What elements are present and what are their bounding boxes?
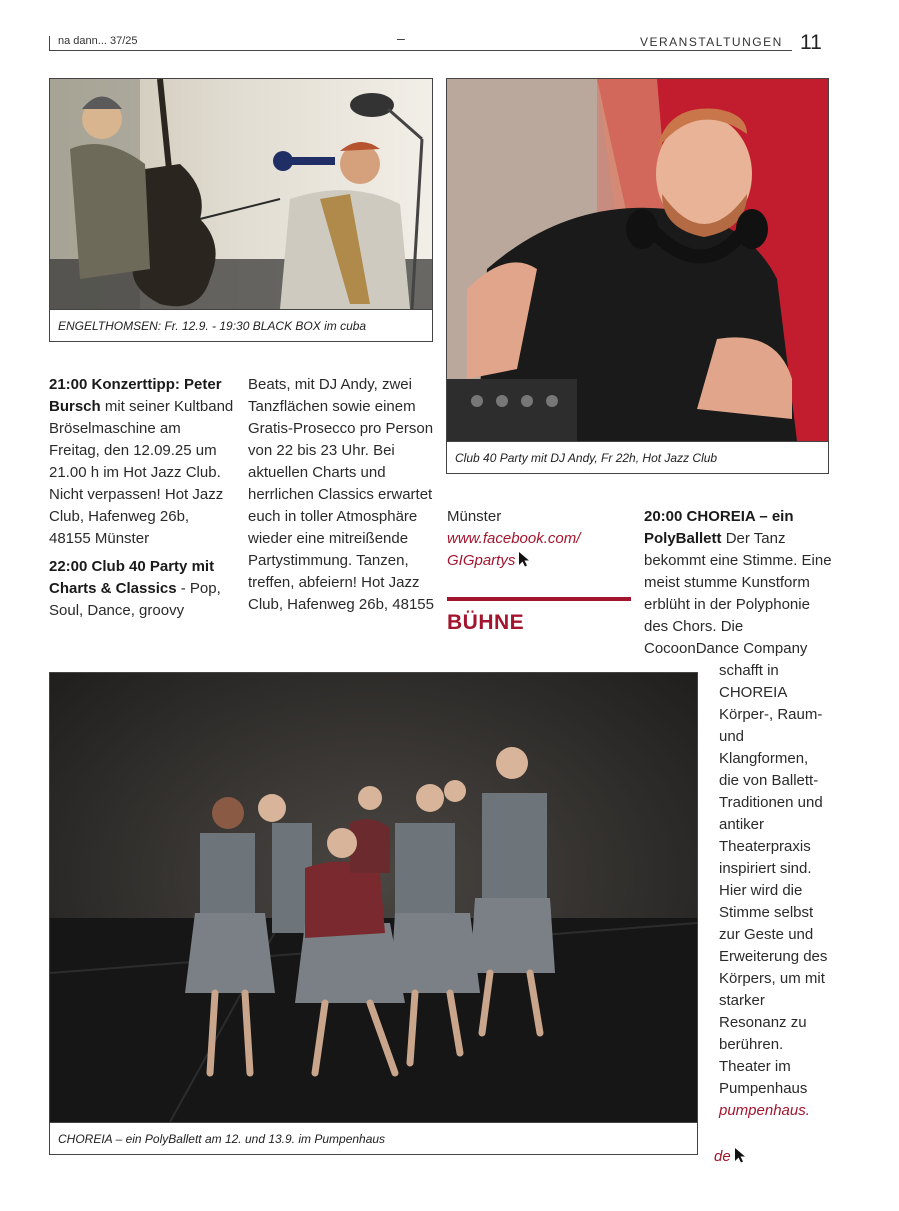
cursor-icon (518, 551, 530, 567)
issue-label: na dann... 37/25 (58, 35, 138, 47)
pumpenhaus-link-end (714, 1146, 774, 1168)
event-konzerttipp (49, 374, 234, 550)
dance-photo (49, 672, 698, 1123)
event-konzerttipp-title: 21:00 Konzerttipp: Peter Bursch (49, 376, 222, 415)
pumpenhaus-link-line2[interactable]: de (714, 1148, 731, 1165)
column-4 (644, 506, 834, 660)
event-choreia-title: 20:00 CHOREIA – ein PolyBallett (644, 508, 794, 547)
header-mark: – (397, 30, 405, 46)
dj-photo-caption: Club 40 Party mit DJ Andy, Fr 22h, Hot Jazz Club (446, 442, 829, 474)
jazz-photo-image (50, 79, 432, 309)
section-label: VERANSTALTUNGEN (640, 35, 783, 49)
header-rule (49, 50, 792, 51)
header-tick (49, 36, 50, 51)
event-club40-title: 22:00 Club 40 Party mit Charts & Classics (49, 558, 215, 597)
facebook-link-line1[interactable]: www.facebook.com/ (447, 530, 581, 547)
jazz-photo (49, 78, 433, 310)
section-heading-buehne: BÜHNE (447, 611, 525, 634)
event-choreia-text-continued: schafft in CHOREIA Körper-, Raum- und Klangformen, die von Ballett-Traditionen und antiker Theaterpraxis inspiriert sind. Hier wird die Stimme selbst zur Geste und Erweiterung des Körpers, um mit starker Resonanz zu berühren. Theater im Pumpenhaus (719, 662, 828, 1097)
city-text: Münster (447, 508, 502, 525)
dj-photo-image (447, 79, 828, 441)
event-choreia (644, 506, 834, 660)
facebook-link-line2[interactable]: GIGpartys (447, 552, 516, 569)
event-club40-text: - Pop, Soul, Dance, groovy (49, 580, 221, 619)
pumpenhaus-link-line1[interactable]: pumpenhaus. (719, 1102, 810, 1119)
event-choreia-text: Der Tanz bekommt eine Stimme. Eine meist stumme Kunstform erblüht in der Polyphonie des Chors. Die CocoonDance Company (644, 530, 832, 657)
column-2 (248, 374, 434, 616)
dj-photo (446, 78, 829, 442)
jazz-photo-caption: ENGELTHOMSEN: Fr. 12.9. - 19:30 BLACK BOX im cuba (49, 310, 433, 342)
dance-photo-caption: CHOREIA – ein PolyBallett am 12. und 13.9. im Pumpenhaus (49, 1123, 698, 1155)
section-divider (447, 597, 631, 601)
column-3 (447, 506, 631, 572)
column-1 (49, 374, 234, 622)
dance-photo-image (50, 673, 697, 1122)
column-4-side (719, 660, 831, 1122)
page-number: 11 (800, 31, 822, 54)
event-club40-continued: Beats, mit DJ Andy, zwei Tanzflächen sowie einem Gratis-Prosecco pro Person von 22 bis 23 Uhr. Bei aktuellen Charts und herrlichen Classics erwartet euch in toller Atmosphäre wieder eine mitreißende Partystimmung. Tanzen, treffen, abfeiern! Hot Jazz Club, Hafenweg 26b, 48155 (248, 376, 434, 613)
event-club40 (49, 556, 234, 622)
event-konzerttipp-text: mit seiner Kultband Bröselmaschine am Freitag, den 12.09.25 um 21.00 h im Hot Jazz Club. Nicht verpassen! Hot Jazz Club, Hafenweg 26b, 48155 Münster (49, 398, 234, 547)
cursor-icon (734, 1147, 746, 1163)
